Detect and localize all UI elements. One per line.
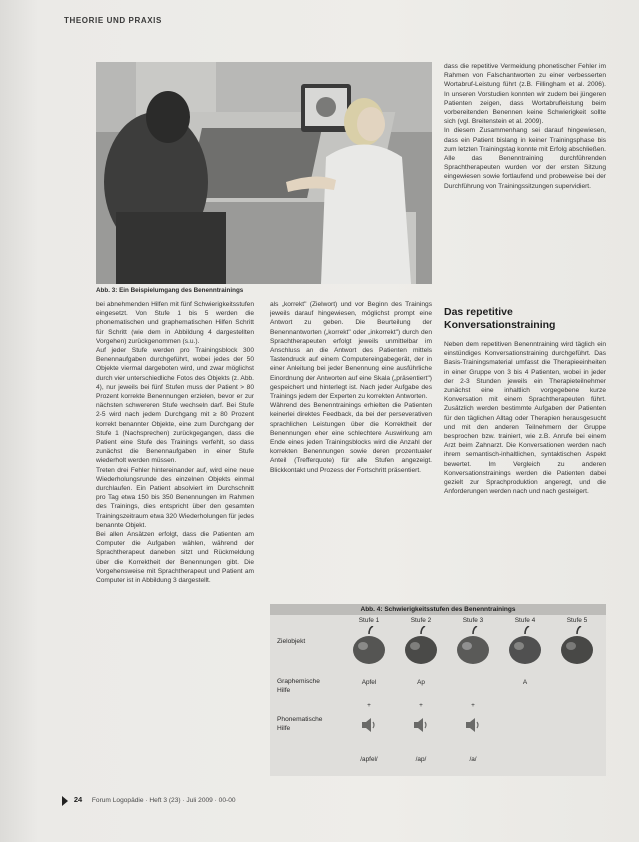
paragraph: als „korrekt" (Zielwort) und vor Beginn des Trainings jeweils darauf hingewiesen, möglichst prompt eine Antwort zu geben. Die Beurteilung der Benennantworten („korrekt" oder „inkorrekt") durch den Sprachtherapeuten erfolgt jeweils unmittelbar im Anschluss an die Antwort des Patienten mittels Tastendruck auf einem Computereingabegerät, der in einer Anleitung bei jeder Benennung eine ausführliche Einordnung der Antworten auf eine Skala („präsentiert") gespeichert und hinterlegt ist. Nach jeder Aufgabe des Trainings jedem der Experten zu korrekten Antworten. — [270, 301, 432, 401]
plus-marker: + — [419, 702, 423, 709]
speaker-icon — [464, 716, 482, 734]
row-label-phonemic: Phonematische Hilfe — [277, 716, 323, 732]
stage-header: Stufe 1 — [358, 617, 380, 624]
running-head: THEORIE UND PRAXIS — [64, 16, 162, 25]
graphemic-cue: Apfel — [361, 679, 377, 686]
apple-icon — [402, 626, 440, 666]
publication-info: Forum Logopädie · Heft 3 (23) · Juli 2009 · 00-00 — [91, 797, 236, 804]
text-column-right-bottom — [444, 340, 606, 598]
stage-header: Stufe 4 — [514, 617, 536, 624]
plus-marker: + — [471, 702, 475, 709]
difficulty-table — [270, 604, 606, 776]
graphemic-cue: A — [522, 679, 528, 686]
speaker-icon — [360, 716, 378, 734]
paragraph: Während des Benenntrainings erhielten die Patienten keinerlei direktes Feedback, da bei der perseverativen sprachlichen Leistungen über die Korrektheit der Benennungen eher eine schlechtere Auswirkung am Ende eines jeden Trainingsblocks wird die Anzahl der korrekten Benennungen sowie deren prozentualer Anteil (Trefferquote) für alle Stufen angezeigt. Blickkontakt und Prozess der Fortschritt präsentiert. — [270, 402, 432, 474]
section-heading: Das repetitive Konversationstraining — [444, 306, 556, 331]
apple-icon — [454, 626, 492, 666]
apple-icon — [558, 626, 596, 666]
table-title: Abb. 4: Schwierigkeitsstufen des Benenntrainings — [270, 604, 606, 615]
page-footer — [62, 795, 236, 804]
text-column-right-top — [444, 62, 606, 288]
paragraph: Alle das Benenntraining durchführenden Sprachtherapeuten wurden vor der ersten Sitzung eingewiesen sowie fortlaufend und probeweise bei der Durchführung von Trainingssitzungen supervidiert. — [444, 155, 606, 190]
phonemic-cue: /ap/ — [415, 756, 427, 763]
phonemic-cue: /a/ — [469, 756, 477, 763]
figure-caption: Abb. 3: Ein Beispielumgang des Benenntrainings — [96, 287, 244, 294]
photo-illustration — [96, 62, 432, 284]
paragraph: Neben dem repetitiven Benenntraining wird täglich ein einstündiges Konversationstraining durchgeführt. Das Basis-Trainingsmaterial umfasst die Therapieeinheiten in einer Gruppe von 3 bis 4 Patienten, wobei in jeder der 2-3 Stunden jeweils ein Therapieteilnehmer zunächst eine inhaltlich vorgegebene kurze Konversation mit einem Sprachtherapeuten führt. Zusätzlich werden bestimmte Aufgaben der Patienten für den täglichen Alltag oder Therapien herausgesucht und mit den anderen Teilnehmern der Gruppe besprochen bzw. trainiert, wie z.B. Anrufe bei einem Arzt beim Zahnarzt. Die Konversationen werden nach ihrem semantisch-inhaltlichen, syntaktischen Aspekt bewertet. Im Vergleich zu anderen Konversationstrainings werden die Patienten dabei gezielt zur Sprachproduktion angeregt, und die Anforderungen werden nach und nach gesteigert. — [444, 341, 606, 496]
paragraph: bei abnehmenden Hilfen mit fünf Schwierigkeitsstufen eingesetzt. Von Stufe 1 bis 5 werden die phonematischen und graphematischen Hilfen Schritt für Schritt (wie dem in Abbildung 4 dargestellten Vorgehen) zurückgenommen (s.u.). — [96, 301, 254, 345]
apple-icon — [506, 626, 544, 666]
apple-icon — [350, 626, 388, 666]
text-column-middle — [270, 300, 432, 604]
figure-photo — [96, 62, 432, 284]
row-label-target: Zielobjekt — [277, 638, 306, 645]
row-label-graphemic: Graphemische Hilfe — [277, 678, 320, 694]
paragraph: dass die repetitive Vermeidung phonetischer Fehler im Rahmen von Falschantworten zu einer verbesserten Wortabruf-Leistung führt (z.B. Fillingham et al. 2006). In unseren Vorstudien konnten wir zudem bei jüngeren Patienten zeigen, dass Wortabrufleistung beim vorbereitenden Benennen keine Schwierigkeit sollte sich (vgl. Breitenstein et al. 2009). — [444, 63, 606, 126]
paragraph: Treten drei Fehler hintereinander auf, wird eine neue Wiederholungsrunde des einzelnen Objekts einmal durchlaufen. Ein Patient absolviert im Durchschnitt pro Tag etwa 150 bis 350 Benennungen im Rahmen des Trainings, dies entspricht über den gesamten Trainingszeitraum etwa 320 Wiederholungen für jedes benannte Objekt. — [96, 466, 254, 529]
page-number: 24 — [73, 795, 83, 804]
stage-header: Stufe 5 — [566, 617, 588, 624]
paragraph: Auf jeder Stufe werden pro Trainingsblock 300 Benennaufgaben durchgeführt, wobei jedes der 50 Objekte viermal dargeboten wird, und zwar möglichst durch vier unterschiedliche Fotos des Objekts (z. Abb. 4), nur jeweils bei fünf Stufen muss der Patient > 80 Prozent korrekte Benennungen erzielen, bevor er zur nächsten schwereren Stufe wechseln darf. Bei Stufe 2-5 wird nach jedem Durchgang mit ≥ 80 Prozent korrekt benannter Objekte, eine zum Durchgang der Stufe 1 (Nachsprechen) zurückgegangen, dass die Patient eine Stufe des Trainings verfehlt, so dass zunächst die Benennaufgaben in einer Stufe wiederholt werden müssen. — [96, 347, 254, 465]
stage-header: Stufe 2 — [410, 617, 432, 624]
paragraph: Bei allen Ansätzen erfolgt, dass die Patienten am Computer die Aufgaben wählen, während der Sprachtherapeut daneben sitzt und Rückmeldung über die Korrektheit der Benennungen gibt. Die Vorgehensweise mit Sprachtherapeut und Patient am Computer ist in Abbildung 3 dargestellt. — [96, 531, 254, 585]
phonemic-cue: /apfel/ — [360, 756, 378, 763]
text-column-left — [96, 300, 254, 780]
graphemic-cue: Ap — [417, 679, 425, 686]
speaker-icon — [412, 716, 430, 734]
paragraph: In diesem Zusammenhang sei darauf hingewiesen, dass ein Patient bislang in keiner Trainingsphase bis zum letzten Trainingstag konnte mit Erfolg abschließen. — [444, 127, 606, 153]
stage-header: Stufe 3 — [462, 617, 484, 624]
plus-marker: + — [367, 702, 371, 709]
